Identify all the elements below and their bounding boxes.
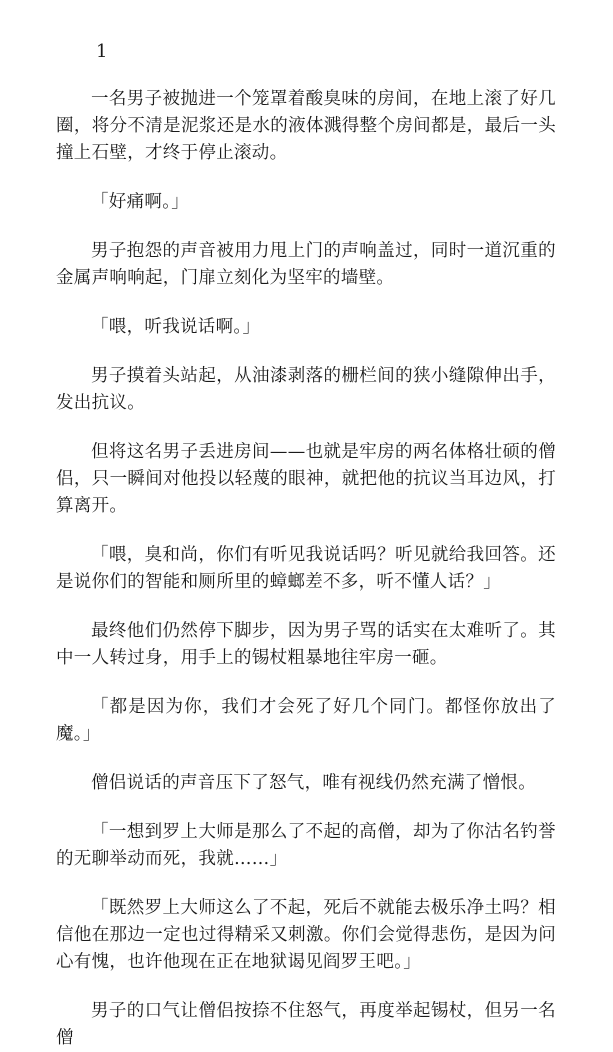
paragraph: 男子抱怨的声音被用力甩上门的声响盖过，同时一道沉重的金属声响响起，门扉立刻化为坚牢的墙壁。: [56, 241, 556, 288]
paragraph: 「喂，臭和尚，你们有听见我说话吗？听见就给我回答。还是说你们的智能和厕所里的蟑螂差不多，听不懂人话？」: [56, 545, 556, 592]
paragraph: 「既然罗上大师这么了不起，死后不就能去极乐净土吗？相信他在那边一定也过得精采又刺激。你们会觉得悲伤，是因为问心有愧，也许他现在正在地狱谒见阎罗王吧。」: [56, 898, 556, 972]
paragraph: 男子的口气让僧侣按捺不住怒气，再度举起锡杖，但另一名僧: [56, 1001, 556, 1048]
paragraph: 一名男子被抛进一个笼罩着酸臭味的房间，在地上滚了好几圈，将分不清是泥浆还是水的液体溅得整个房间都是，最后一头撞上石壁，才终于停止滚动。: [56, 89, 556, 163]
paragraph: 「都是因为你，我们才会死了好几个同门。都怪你放出了魔。」: [56, 697, 556, 744]
paragraph: 最终他们仍然停下脚步，因为男子骂的话实在太难听了。其中一人转过身，用手上的锡杖粗暴地往牢房一砸。: [56, 621, 556, 668]
paragraph: 「一想到罗上大师是那么了不起的高僧，却为了你沽名钓誉的无聊举动而死，我就……」: [56, 822, 556, 869]
paragraph: 但将这名男子丢进房间——也就是牢房的两名体格壮硕的僧侣，只一瞬间对他投以轻蔑的眼神，就把他的抗议当耳边风，打算离开。: [56, 442, 556, 516]
paragraph: 男子摸着头站起，从油漆剥落的栅栏间的狭小缝隙伸出手，发出抗议。: [56, 366, 556, 413]
paragraph: 僧侣说话的声音压下了怒气，唯有视线仍然充满了憎恨。: [91, 773, 536, 793]
page-number: 1: [96, 41, 108, 62]
paragraph: 「好痛啊。」: [91, 192, 190, 212]
paragraph: 「喂，听我说话啊。」: [91, 317, 261, 337]
document-page: [56, 40, 556, 1052]
